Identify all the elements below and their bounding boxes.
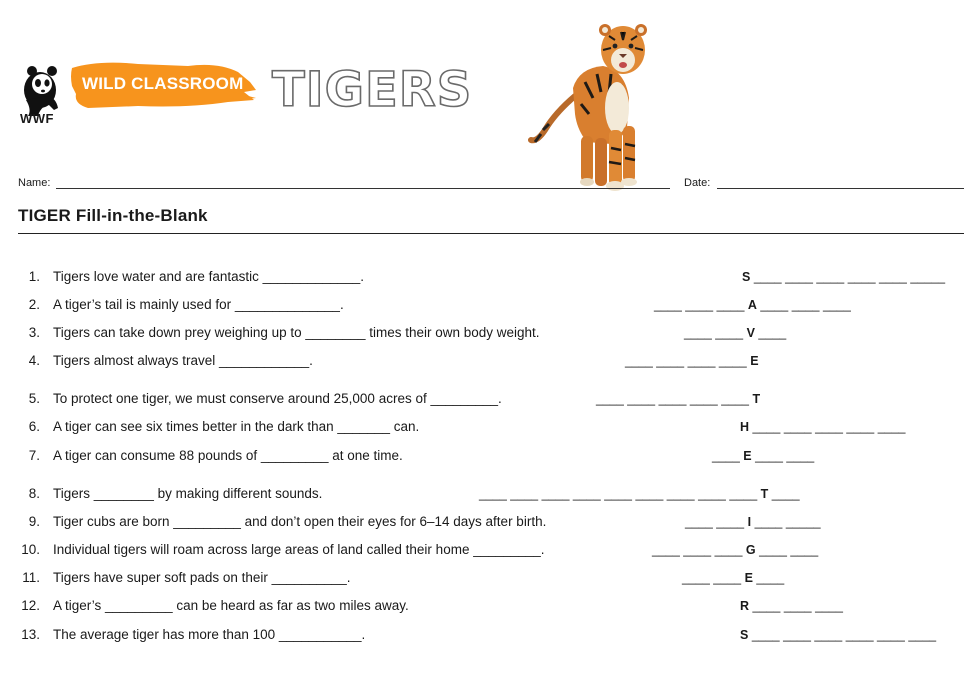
wild-classroom-logo-text: WILD CLASSROOM xyxy=(82,74,244,93)
question-number: 1. xyxy=(28,269,40,284)
wwf-logo-text: WWF xyxy=(20,111,54,126)
question-text: A tiger can see six times better in the dark than _______ can. xyxy=(53,419,420,434)
question-text: A tiger can consume 88 pounds of _________ at one time. xyxy=(53,448,403,463)
question-number: 6. xyxy=(28,419,40,434)
name-label: Name: xyxy=(18,177,51,189)
question-number: 3. xyxy=(28,325,40,340)
question-number: 7. xyxy=(28,448,40,463)
answer-blanks[interactable]: ____ ____ I ____ _____ xyxy=(685,515,821,529)
question-number: 5. xyxy=(28,391,40,406)
answer-blanks[interactable]: R ____ ____ ____ xyxy=(740,599,843,613)
question-number: 10. xyxy=(21,542,40,557)
question-text: Tigers have super soft pads on their __________. xyxy=(53,570,351,585)
question-text: To protect one tiger, we must conserve around 25,000 acres of _________. xyxy=(53,391,502,406)
answer-blanks[interactable]: ____ ____ V ____ xyxy=(684,326,787,340)
answer-blanks[interactable]: ____ ____ E ____ xyxy=(682,571,785,585)
answer-blanks[interactable]: H ____ ____ ____ ____ ____ xyxy=(740,420,906,434)
question-number: 13. xyxy=(21,627,40,642)
page-title: TIGERS xyxy=(272,62,473,118)
answer-blanks[interactable]: ____ ____ ____ G ____ ____ xyxy=(652,543,819,557)
question-number: 9. xyxy=(28,514,40,529)
question-text: Tigers almost always travel ____________. xyxy=(53,353,313,368)
answer-blanks[interactable]: ____ E ____ ____ xyxy=(712,449,815,463)
answer-blanks[interactable]: ____ ____ ____ ____ ____ T xyxy=(596,392,761,406)
question-text: A tiger’s _________ can be heard as far as two miles away. xyxy=(53,598,409,613)
section-title: TIGER Fill-in-the-Blank xyxy=(18,206,208,225)
date-field[interactable] xyxy=(717,188,964,189)
tiger-illustration xyxy=(525,18,665,193)
question-text: Tiger cubs are born _________ and don’t open their eyes for 6–14 days after birth. xyxy=(53,514,547,529)
question-number: 12. xyxy=(21,598,40,613)
answer-blanks[interactable]: S ____ ____ ____ ____ ____ ____ xyxy=(740,628,937,642)
question-number: 8. xyxy=(28,486,40,501)
question-text: Tigers love water and are fantastic _____________. xyxy=(53,269,364,284)
answer-blanks[interactable]: S ____ ____ ____ ____ ____ _____ xyxy=(742,270,946,284)
answer-blanks[interactable]: ____ ____ ____ ____ ____ ____ ____ ____ ____ T ____ xyxy=(479,487,800,501)
answer-blanks[interactable]: ____ ____ ____ ____ E xyxy=(625,354,759,368)
name-field[interactable] xyxy=(56,188,670,189)
question-text: A tiger’s tail is mainly used for ______________. xyxy=(53,297,344,312)
question-number: 11. xyxy=(22,570,40,585)
section-divider xyxy=(18,233,964,234)
question-text: Individual tigers will roam across large areas of land called their home _________. xyxy=(53,542,545,557)
date-label: Date: xyxy=(684,177,711,189)
question-number: 2. xyxy=(28,297,40,312)
answer-blanks[interactable]: ____ ____ ____ A ____ ____ ____ xyxy=(654,298,851,312)
question-number: 4. xyxy=(28,353,40,368)
question-text: Tigers can take down prey weighing up to ________ times their own body weight. xyxy=(53,325,540,340)
question-text: The average tiger has more than 100 ___________. xyxy=(53,627,366,642)
question-text: Tigers ________ by making different sounds. xyxy=(53,486,323,501)
